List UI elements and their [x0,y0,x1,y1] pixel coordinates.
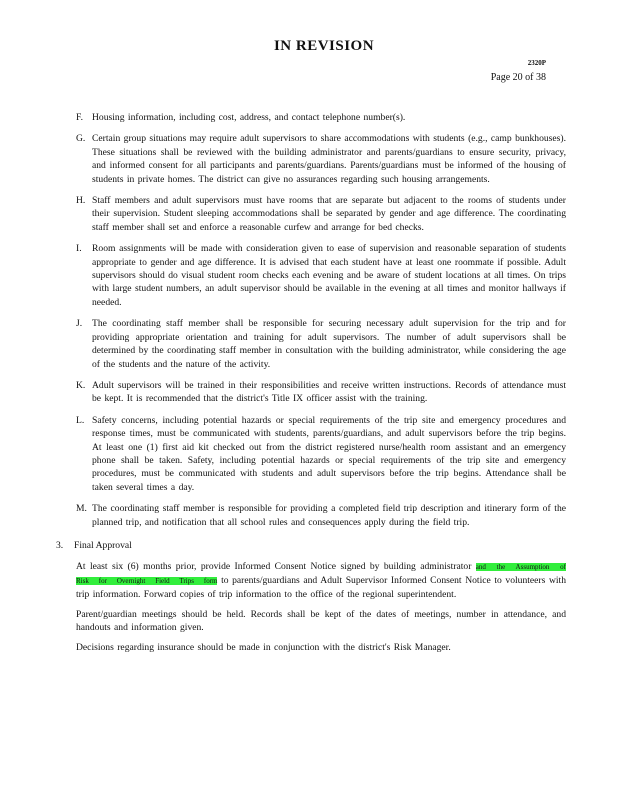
page-title: IN REVISION [273,38,375,54]
item-text: Adult supervisors will be trained in their responsibilities and receive written instructions. Records of attendance must be kept. It is recommended that the district's Title IX officer assist with the training. [92,379,566,405]
section-number: 3. [56,539,64,551]
item-text: The coordinating staff member is responsible for providing a completed field trip description and itinerary form of the planned trip, and notification that all school rules and consequences apply during the field trip. [92,503,566,528]
list-item [56,379,566,406]
item-text: The coordinating staff member shall be responsible for securing necessary adult supervision for the trip and for providing appropriate orientation and training for adult supervisors. The number of adult supervisors shall be determined by the coordinating staff member in consultation with the building administrator, while considering the age of the students and the nature of the activity. [92,318,566,370]
paragraph-text: to parents/guardians and Adult Supervisor Informed Consent Notice to volunteers with trip information. Forward copies of trip information to the office of the regional superintendent. [76,575,566,601]
paragraph-text: At least six (6) months prior, provide Informed Consent Notice signed by building administrator [76,561,476,573]
item-text: Housing information, including cost, address, and contact telephone number(s). [92,112,406,123]
list-item [56,317,566,371]
paragraph [56,560,566,601]
item-text: Room assignments will be made with consideration given to ease of supervision and reasonable separation of students appropriate to gender and age difference. It is advised that each student have at least one roommate if possible. Adult supervisors should do visual student room checks each evening and be aware of student locations at all times. On trips with large student numbers, an adult supervisor should be available in the evening at all times and monitor hallways if needed. [92,243,566,308]
item-label: M. [76,503,87,515]
item-label: L. [76,414,85,426]
page-number: Page 20 of 38 [490,72,546,83]
item-text: Certain group situations may require adult supervisors to share accommodations with students (e.g., camp bunkhouses). These situations shall be reviewed with the building administrator and parents/guardians to ensure security, privacy, and informed consent for all participants and parents/guardians. Parents/guardians must be informed of the housing of students in private homes. The district can give no assurances regarding such housing arrangements. [92,133,566,185]
item-label: K. [76,379,86,391]
item-label: H. [76,195,86,207]
list-item [56,414,566,494]
item-label: J. [76,318,83,330]
paragraph: Decisions regarding insurance should be made in conjunction with the district's Risk Manager. [76,641,451,653]
highlighted-text: and the Assumption of Risk for Overnight Field Trips form [76,563,566,586]
section-heading [56,539,566,552]
item-label: F. [76,112,83,123]
document-body [56,111,566,660]
document-code: 2320P [527,59,546,67]
list-item [56,242,566,309]
list-item [56,132,566,186]
list-item [56,502,566,529]
item-label: G. [76,133,86,145]
list-item [56,111,566,124]
item-label: I. [76,243,82,255]
item-text: Safety concerns, including potential hazards or special requirements of the trip site and emergency procedures and response times, must be communicated with students, parents/guardians, and adult supervisors before the trip begins. At least one (1) first aid kit checked out from the district registered nurse/health room assistant and an emergency phone shall be taken. Safety, including potential hazards or special requirements of the trip site and emergency procedures, must be communicated with students and adult supervisors before the trip begins. Attendance shall be taken several times a day. [92,414,566,493]
section-title: Final Approval [74,539,132,551]
item-text: Staff members and adult supervisors must have rooms that are separate but adjacent to the rooms of students under their supervision. Student sleeping accommodations shall be separated by gender and age difference. The coordinating staff member shall set and enforce a reasonable curfew and arrange for bed checks. [92,195,566,233]
paragraph: Parent/guardian meetings should be held. Records shall be kept of the dates of meetings, number in attendance, and handouts and information given. [76,608,566,634]
list-item [56,194,566,234]
